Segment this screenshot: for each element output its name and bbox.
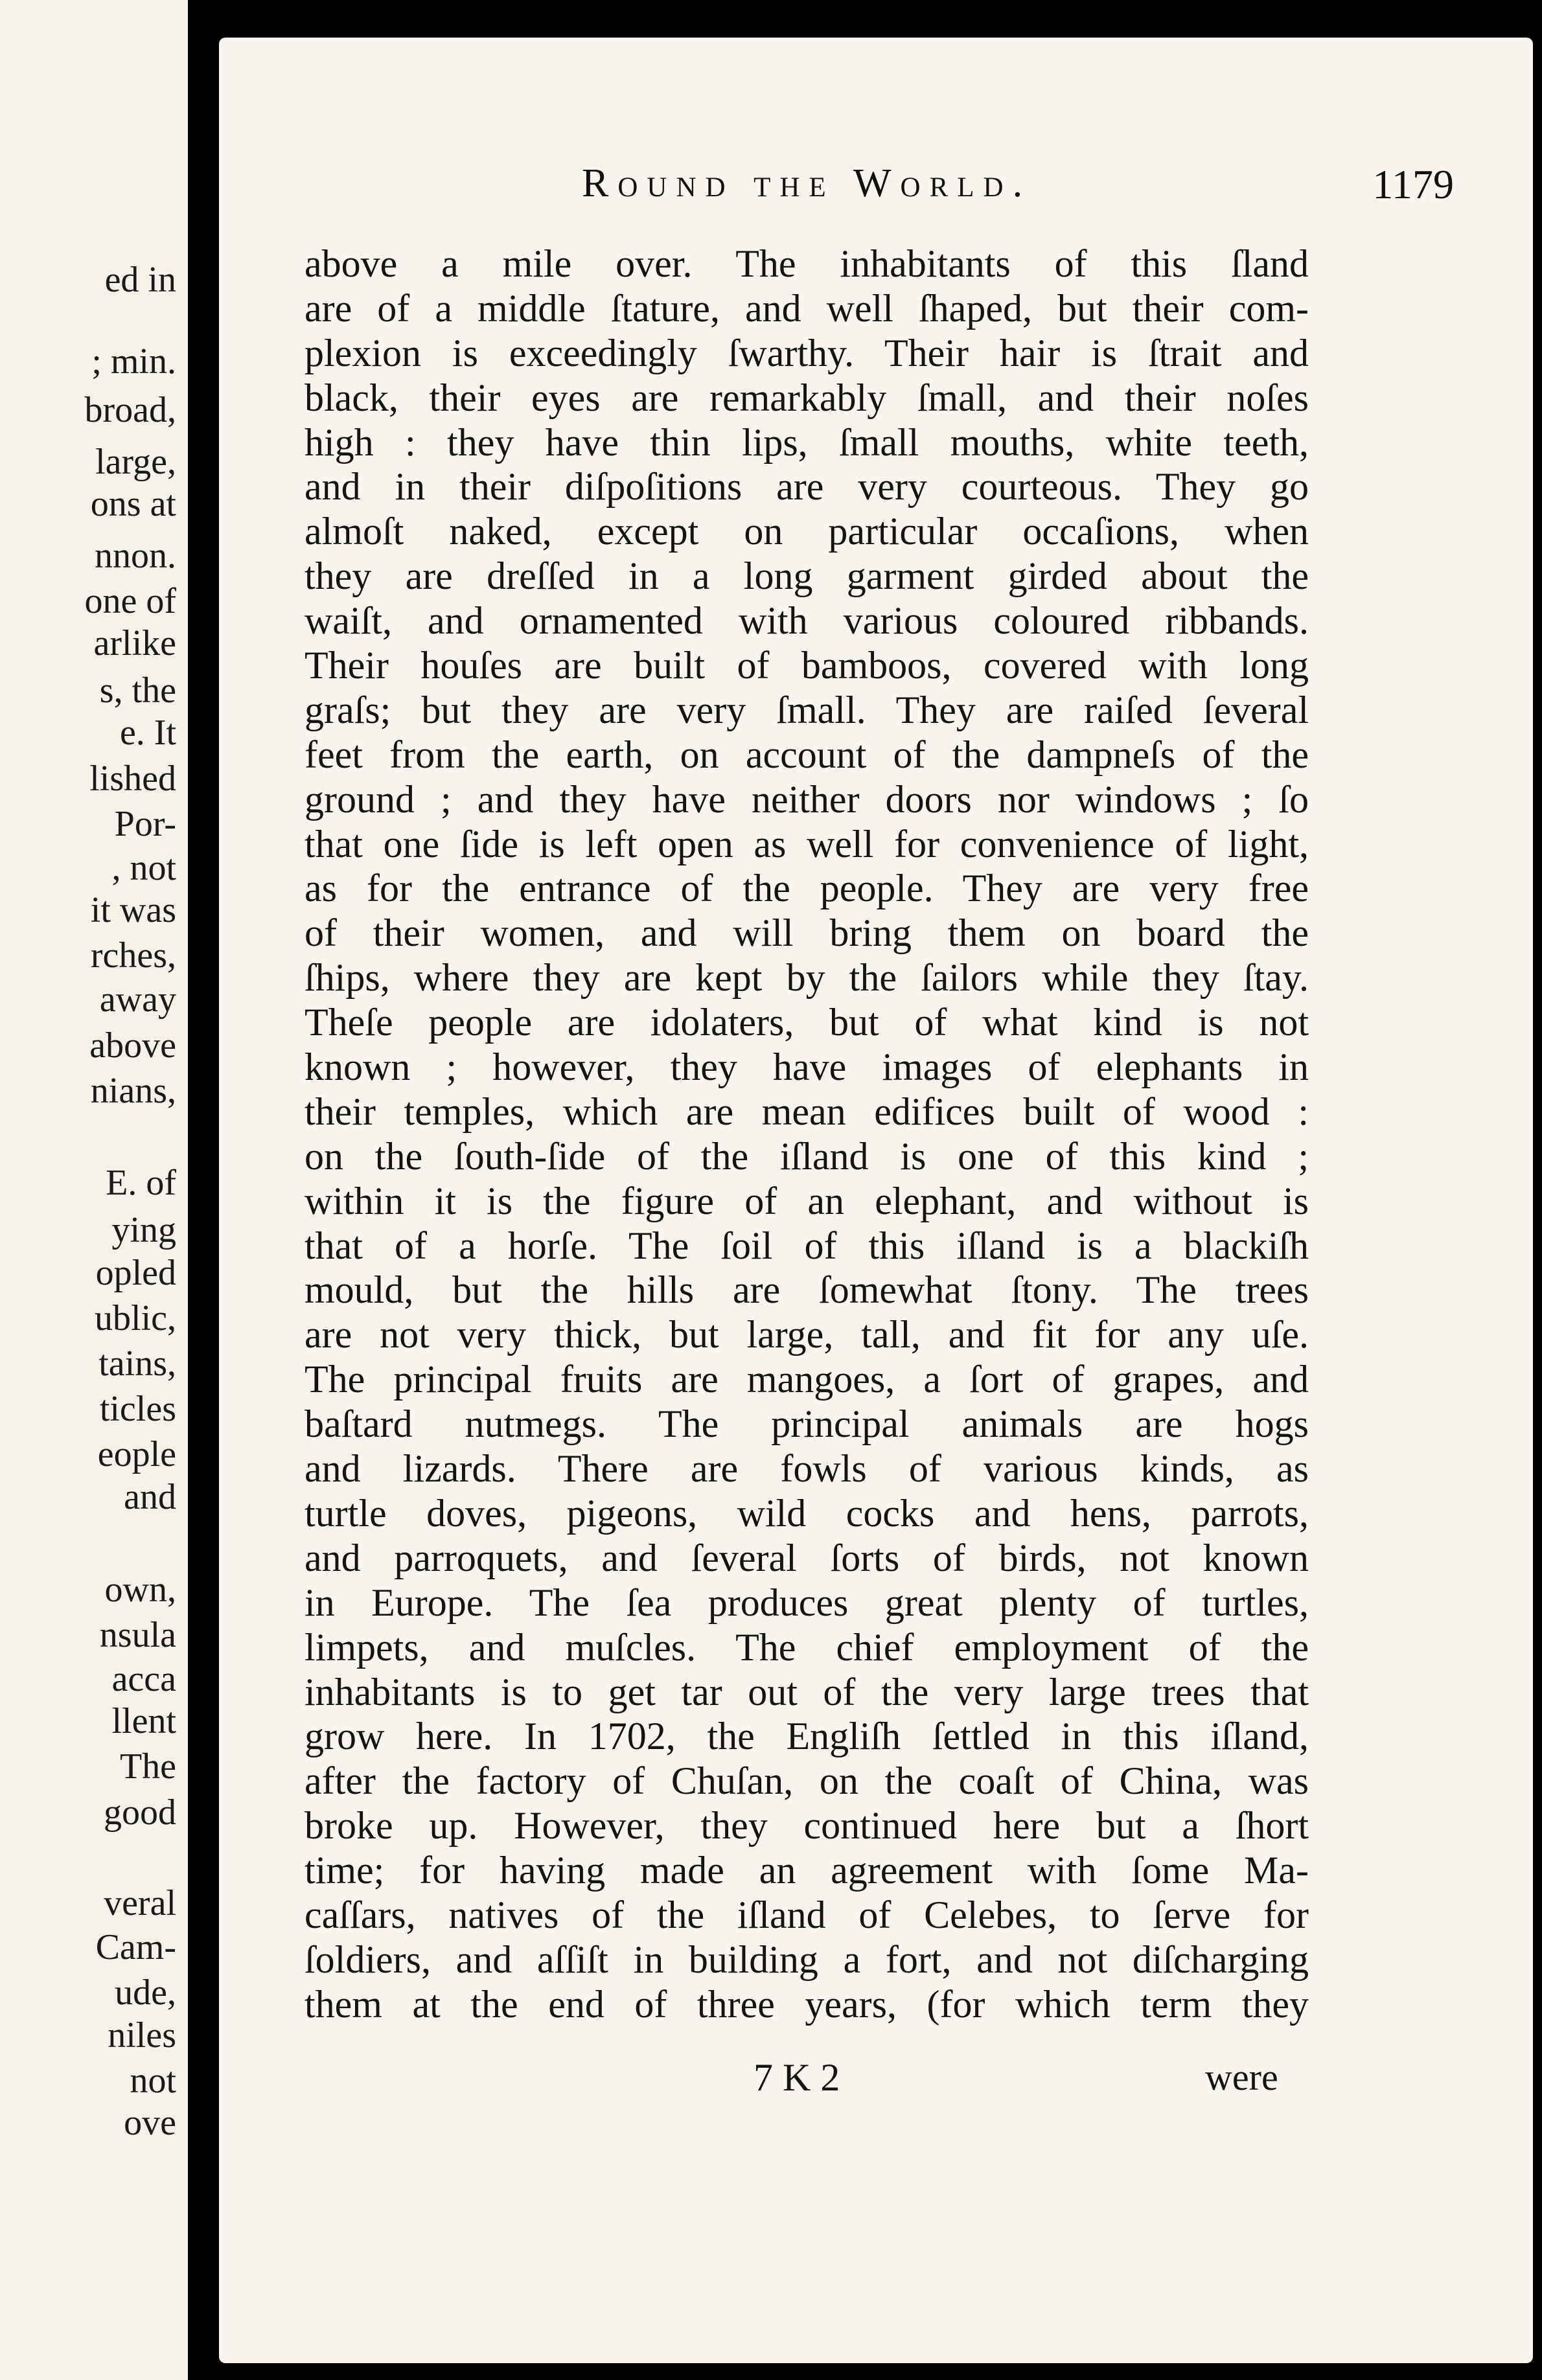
text-line: baſtard nutmegs. The principal animals are hogs	[305, 1402, 1309, 1446]
text-line: above a mile over. The inhabitants of this ſland	[305, 242, 1309, 285]
book-page	[219, 38, 1533, 2363]
text-line: are of a middle ſtature, and well ſhaped, but their com-	[305, 286, 1309, 330]
text-line: them at the end of three years, (for which term they	[305, 1982, 1309, 2026]
facing-page-text-fragment: arlike	[93, 623, 176, 664]
facing-page-text-fragment: ed in	[104, 259, 176, 300]
facing-page-text-fragment: opled	[95, 1252, 176, 1293]
facing-page-text-fragment: own,	[104, 1569, 176, 1610]
text-line: and parroquets, and ſeveral ſorts of birds, not known	[305, 1536, 1309, 1579]
signature-mark: 7 K 2	[754, 2056, 840, 2099]
facing-page-text-fragment: niles	[108, 2015, 176, 2055]
text-line: high : they have thin lips, ſmall mouths, white teeth,	[305, 420, 1309, 464]
facing-page-text-fragment: s, the	[99, 670, 176, 711]
text-line: black, their eyes are remarkably ſmall, and their noſes	[305, 376, 1309, 419]
text-line: after the factory of Chuſan, on the coaſt of China, was	[305, 1759, 1309, 1803]
facing-page-text-fragment: ove	[124, 2103, 176, 2144]
facing-page-text-fragment: veral	[104, 1882, 176, 1923]
facing-page-text-fragment: The	[119, 1746, 176, 1787]
facing-page-text-fragment: llent	[111, 1701, 176, 1742]
text-line: The principal fruits are mangoes, a ſort of grapes, and	[305, 1358, 1309, 1401]
text-line: time; for having made an agreement with ſome Ma-	[305, 1849, 1309, 1892]
text-line: their temples, which are mean edifices built of wood :	[305, 1090, 1309, 1133]
text-line: are not very thick, but large, tall, and fit for any uſe.	[305, 1313, 1309, 1356]
running-title: Round the World.	[582, 161, 1032, 205]
text-line: plexion is exceedingly ſwarthy. Their hair is ſtrait and	[305, 331, 1309, 374]
text-line: turtle doves, pigeons, wild cocks and hens, parrots,	[305, 1491, 1309, 1535]
text-line: within it is the figure of an elephant, and without is	[305, 1179, 1309, 1222]
catchword: were	[1205, 2056, 1278, 2098]
text-line: graſs; but they are very ſmall. They are raiſed ſeveral	[305, 688, 1309, 731]
text-line: and lizards. There are fowls of various kinds, as	[305, 1447, 1309, 1491]
text-line: waiſt, and ornamented with various coloured ribbands.	[305, 599, 1309, 643]
text-line: mould, but the hills are ſomewhat ſtony. The trees	[305, 1268, 1309, 1312]
facing-page-text-fragment: one of	[84, 580, 176, 621]
facing-page-text-fragment: lished	[89, 758, 176, 799]
page-header	[219, 161, 1533, 219]
text-line: and in their diſpoſitions are very courteous. They go	[305, 465, 1309, 509]
page-number: 1179	[1372, 161, 1454, 207]
text-line: inhabitants is to get tar out of the very large trees that	[305, 1670, 1309, 1713]
facing-page-text-fragment: tains,	[98, 1343, 176, 1384]
facing-page-text-fragment: large,	[95, 441, 176, 482]
facing-page-text-fragment: ying	[111, 1209, 176, 1250]
text-line: of their women, and will bring them on board the	[305, 911, 1309, 955]
facing-page-text-fragment: ons at	[90, 484, 176, 525]
text-line: grow here. In 1702, the Engliſh ſettled in this iſland,	[305, 1715, 1309, 1758]
text-line: known ; however, they have images of elephants in	[305, 1046, 1309, 1089]
text-line: ſoldiers, and aſſiſt in building a fort, and not diſcharging	[305, 1938, 1309, 1981]
facing-page-text-fragment: not	[130, 2060, 176, 2101]
facing-page-text-fragment: ublic,	[95, 1298, 176, 1338]
text-line: that of a horſe. The ſoil of this iſland is a blackiſh	[305, 1224, 1309, 1267]
page-footer	[219, 2055, 1533, 2107]
facing-page-text-fragment: ticles	[99, 1389, 176, 1430]
facing-page-text-fragment: broad,	[84, 390, 176, 431]
facing-page-text-fragment: ; min.	[91, 341, 176, 382]
text-line: in Europe. The ſea produces great plenty of turtles,	[305, 1581, 1309, 1624]
facing-page-text-fragment: nnon.	[95, 535, 176, 576]
facing-page-text-fragment: nians,	[90, 1070, 176, 1111]
facing-page-text-fragment: acca	[111, 1658, 176, 1699]
body-text	[305, 242, 1309, 2027]
facing-page-text-fragment: E. of	[106, 1163, 176, 1204]
text-line: caſſars, natives of the iſland of Celebes, to ſerve for	[305, 1893, 1309, 1936]
facing-page-text-fragment: , not	[111, 847, 176, 888]
text-line: that one ſide is left open as well for convenience of light,	[305, 822, 1309, 865]
facing-page-text-fragment: e. It	[119, 713, 176, 753]
facing-page-text-fragment: it was	[90, 890, 176, 931]
text-line: broke up. However, they continued here but a ſhort	[305, 1804, 1309, 1848]
facing-page-text-fragment: good	[104, 1792, 176, 1833]
text-line: Theſe people are idolaters, but of what kind is not	[305, 1001, 1309, 1044]
text-line: feet from the earth, on account of the dampneſs of the	[305, 733, 1309, 776]
facing-page-text-fragment: Cam-	[95, 1927, 176, 1967]
facing-page-text-fragment: above	[89, 1025, 176, 1066]
facing-page-text-fragment: away	[99, 979, 176, 1020]
text-line: they are dreſſed in a long garment girded about the	[305, 555, 1309, 598]
text-line: limpets, and muſcles. The chief employment of the	[305, 1625, 1309, 1669]
facing-page-text-fragment: Por-	[114, 803, 176, 844]
facing-page-text-fragment: ude,	[115, 1973, 176, 2013]
text-line: ground ; and they have neither doors nor windows ; ſo	[305, 777, 1309, 821]
facing-page-text-fragment: nsula	[99, 1614, 176, 1655]
facing-page-text-fragment: eople	[97, 1434, 176, 1475]
facing-page-fragment	[0, 0, 188, 2380]
text-line: as for the entrance of the people. They are very free	[305, 867, 1309, 910]
text-line: on the ſouth-ſide of the iſland is one of this kind ;	[305, 1134, 1309, 1178]
text-line: ſhips, where they are kept by the ſailors while they ſtay.	[305, 956, 1309, 1000]
facing-page-text-fragment: and	[124, 1476, 176, 1517]
facing-page-text-fragment: rches,	[90, 935, 176, 976]
text-line: Their houſes are built of bamboos, covered with long	[305, 644, 1309, 687]
text-line: almoſt naked, except on particular occaſions, when	[305, 510, 1309, 553]
